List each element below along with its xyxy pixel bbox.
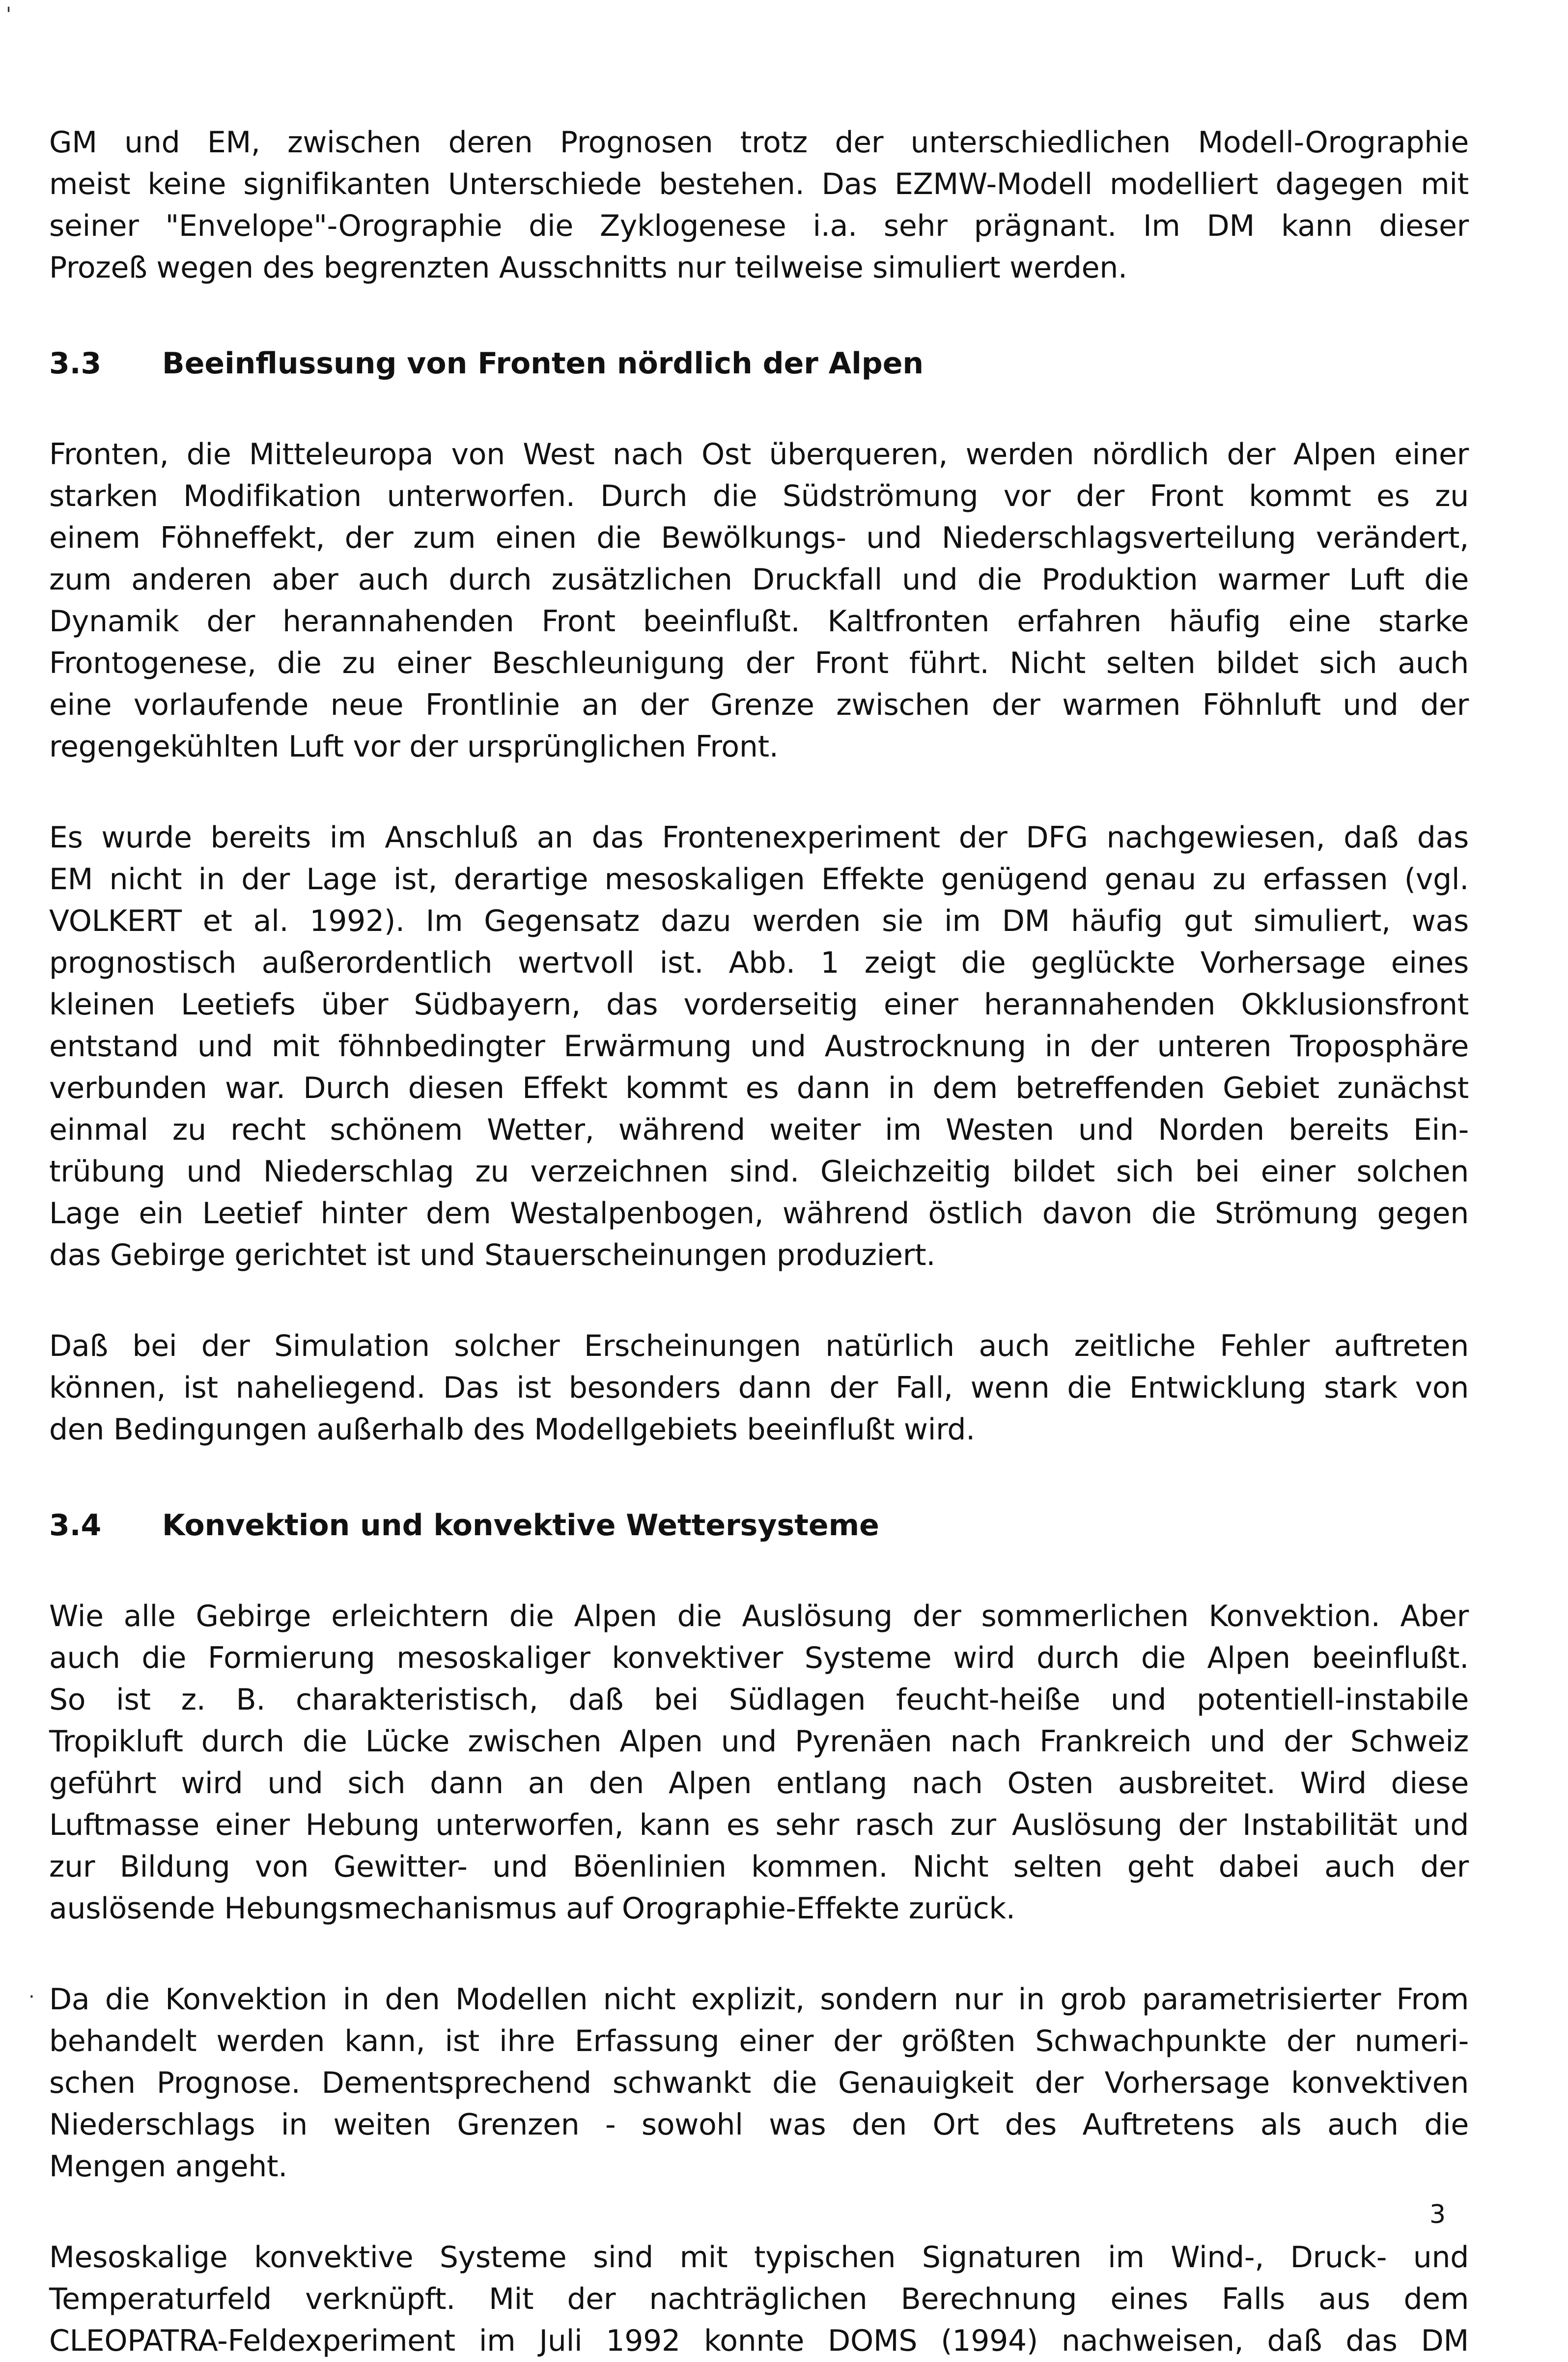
page-number: 3 bbox=[1429, 2200, 1446, 2229]
text-line: schen Prognose. Dementsprechend schwankt die Genauigkeit der Vorhersage konvektiven bbox=[49, 2066, 1469, 2100]
body-paragraph bbox=[49, 1325, 1469, 1451]
text-line: regengekühlten Luft vor der ursprünglichen Front. bbox=[49, 730, 779, 764]
text-line: auslösende Hebungsmechanismus auf Orographie-Effekte zurück. bbox=[49, 1891, 1015, 1926]
text-line: den Bedingungen außerhalb des Modellgebiets beeinflußt wird. bbox=[49, 1412, 975, 1447]
page-body bbox=[49, 122, 1469, 2362]
body-paragraph bbox=[49, 2237, 1469, 2362]
text-line: VOLKERT et al. 1992). Im Gegensatz dazu werden sie im DM häufig gut simuliert, was bbox=[49, 904, 1469, 938]
block-spacer bbox=[49, 1930, 1469, 1979]
text-line: zum anderen aber auch durch zusätzlichen Druckfall und die Produktion warmer Luft die bbox=[49, 562, 1469, 597]
text-line: das Gebirge gerichtet ist und Stauerscheinungen produziert. bbox=[49, 1238, 936, 1272]
text-line: einmal zu recht schönem Wetter, während weiter im Westen und Norden bereits Ein- bbox=[49, 1113, 1469, 1147]
text-line: GM und EM, zwischen deren Prognosen trotz der unterschiedlichen Modell-Orographie bbox=[49, 125, 1469, 160]
text-line: So ist z. B. charakteristisch, daß bei Südlagen feucht-heiße und potentiell-instabile bbox=[49, 1683, 1469, 1717]
block-spacer bbox=[49, 2188, 1469, 2237]
section-title: Konvektion und konvektive Wettersysteme bbox=[162, 1508, 879, 1543]
text-line: geführt wird und sich dann an den Alpen entlang nach Osten ausbreitet. Wird diese bbox=[49, 1766, 1469, 1800]
text-line: Da die Konvektion in den Modellen nicht explizit, sondern nur in grob parametrisierter From bbox=[49, 1982, 1469, 2017]
block-spacer bbox=[49, 1276, 1469, 1325]
text-line: trübung und Niederschlag zu verzeichnen sind. Gleichzeitig bildet sich bei einer solchen bbox=[49, 1154, 1469, 1189]
text-line: zur Bildung von Gewitter- und Böenlinien kommen. Nicht selten geht dabei auch der bbox=[49, 1850, 1469, 1884]
body-paragraph bbox=[49, 1596, 1469, 1930]
block-spacer bbox=[49, 289, 1469, 343]
text-line: kleinen Leetiefs über Südbayern, das vorderseitig einer herannahenden Okklusionsfront bbox=[49, 987, 1469, 1022]
body-paragraph bbox=[49, 1979, 1469, 2188]
text-line: prognostisch außerordentlich wertvoll ist. Abb. 1 zeigt die geglückte Vorhersage eines bbox=[49, 946, 1469, 980]
scan-speck-mark: ' bbox=[6, 3, 11, 26]
text-line: Frontogenese, die zu einer Beschleunigung der Front führt. Nicht selten bildet sich auch bbox=[49, 646, 1469, 680]
text-line: Es wurde bereits im Anschluß an das Frontenexperiment der DFG nachgewiesen, daß das bbox=[49, 820, 1469, 855]
text-line: seiner "Envelope"-Orographie die Zyklogenese i.a. sehr prägnant. Im DM kann dieser bbox=[49, 209, 1469, 243]
text-line: EM nicht in der Lage ist, derartige mesoskaligen Effekte genügend genau zu erfassen (vgl. bbox=[49, 862, 1469, 897]
text-line: Wie alle Gebirge erleichtern die Alpen die Auslösung der sommerlichen Konvektion. Aber bbox=[49, 1599, 1469, 1633]
body-paragraph bbox=[49, 434, 1469, 768]
section-number: 3.3 bbox=[49, 346, 102, 381]
text-line: Prozeß wegen des begrenzten Ausschnitts nur teilweise simuliert werden. bbox=[49, 251, 1127, 285]
section-heading bbox=[49, 1505, 1469, 1547]
text-line: verbunden war. Durch diesen Effekt kommt es dann in dem betreffenden Gebiet zunächst bbox=[49, 1071, 1469, 1105]
text-line: meist keine signifikanten Unterschiede bestehen. Das EZMW-Modell modelliert dagegen mit bbox=[49, 167, 1469, 201]
text-line: Tropikluft durch die Lücke zwischen Alpen und Pyrenäen nach Frankreich und der Schweiz bbox=[49, 1724, 1469, 1759]
text-line: Mengen angeht. bbox=[49, 2149, 288, 2184]
block-spacer bbox=[49, 1451, 1469, 1505]
text-line: Dynamik der herannahenden Front beeinflußt. Kaltfronten erfahren häufig eine starke bbox=[49, 604, 1469, 639]
block-spacer bbox=[49, 768, 1469, 817]
text-line: starken Modifikation unterworfen. Durch die Südströmung vor der Front kommt es zu bbox=[49, 479, 1469, 513]
text-line: können, ist naheliegend. Das ist besonders dann der Fall, wenn die Entwicklung stark von bbox=[49, 1371, 1469, 1405]
scan-speck-mark: · bbox=[28, 1986, 35, 2008]
text-line: entstand und mit föhnbedingter Erwärmung und Austrocknung in der unteren Troposphäre bbox=[49, 1029, 1469, 1064]
section-title: Beeinflussung von Fronten nördlich der Alpen bbox=[162, 346, 924, 381]
text-line: eine vorlaufende neue Frontlinie an der Grenze zwischen der warmen Föhnluft und der bbox=[49, 688, 1469, 722]
text-line: CLEOPATRA-Feldexperiment im Juli 1992 konnte DOMS (1994) nachweisen, daß das DM bbox=[49, 2324, 1469, 2358]
section-heading bbox=[49, 343, 1469, 385]
text-line: Fronten, die Mitteleuropa von West nach Ost überqueren, werden nördlich der Alpen einer bbox=[49, 437, 1469, 472]
block-spacer bbox=[49, 385, 1469, 434]
text-line: Luftmasse einer Hebung unterworfen, kann es sehr rasch zur Auslösung der Instabilität und bbox=[49, 1808, 1469, 1842]
text-line: Daß bei der Simulation solcher Erscheinungen natürlich auch zeitliche Fehler auftreten bbox=[49, 1329, 1469, 1363]
text-line: auch die Formierung mesoskaliger konvektiver Systeme wird durch die Alpen beeinflußt. bbox=[49, 1641, 1469, 1675]
text-line: Niederschlags in weiten Grenzen - sowohl was den Ort des Auftretens als auch die bbox=[49, 2108, 1469, 2142]
block-spacer bbox=[49, 1547, 1469, 1596]
section-number: 3.4 bbox=[49, 1508, 102, 1543]
text-line: Temperaturfeld verknüpft. Mit der nachträglichen Berechnung eines Falls aus dem bbox=[49, 2282, 1469, 2316]
body-paragraph bbox=[49, 817, 1469, 1276]
text-line: einem Föhneffekt, der zum einen die Bewölkungs- und Niederschlagsverteilung verändert, bbox=[49, 521, 1469, 555]
text-line: behandelt werden kann, ist ihre Erfassung einer der größten Schwachpunkte der numeri- bbox=[49, 2024, 1469, 2058]
text-line: Lage ein Leetief hinter dem Westalpenbogen, während östlich davon die Strömung gegen bbox=[49, 1196, 1469, 1231]
body-paragraph bbox=[49, 122, 1469, 289]
text-line: Mesoskalige konvektive Systeme sind mit typischen Signaturen im Wind-, Druck- und bbox=[49, 2240, 1469, 2275]
